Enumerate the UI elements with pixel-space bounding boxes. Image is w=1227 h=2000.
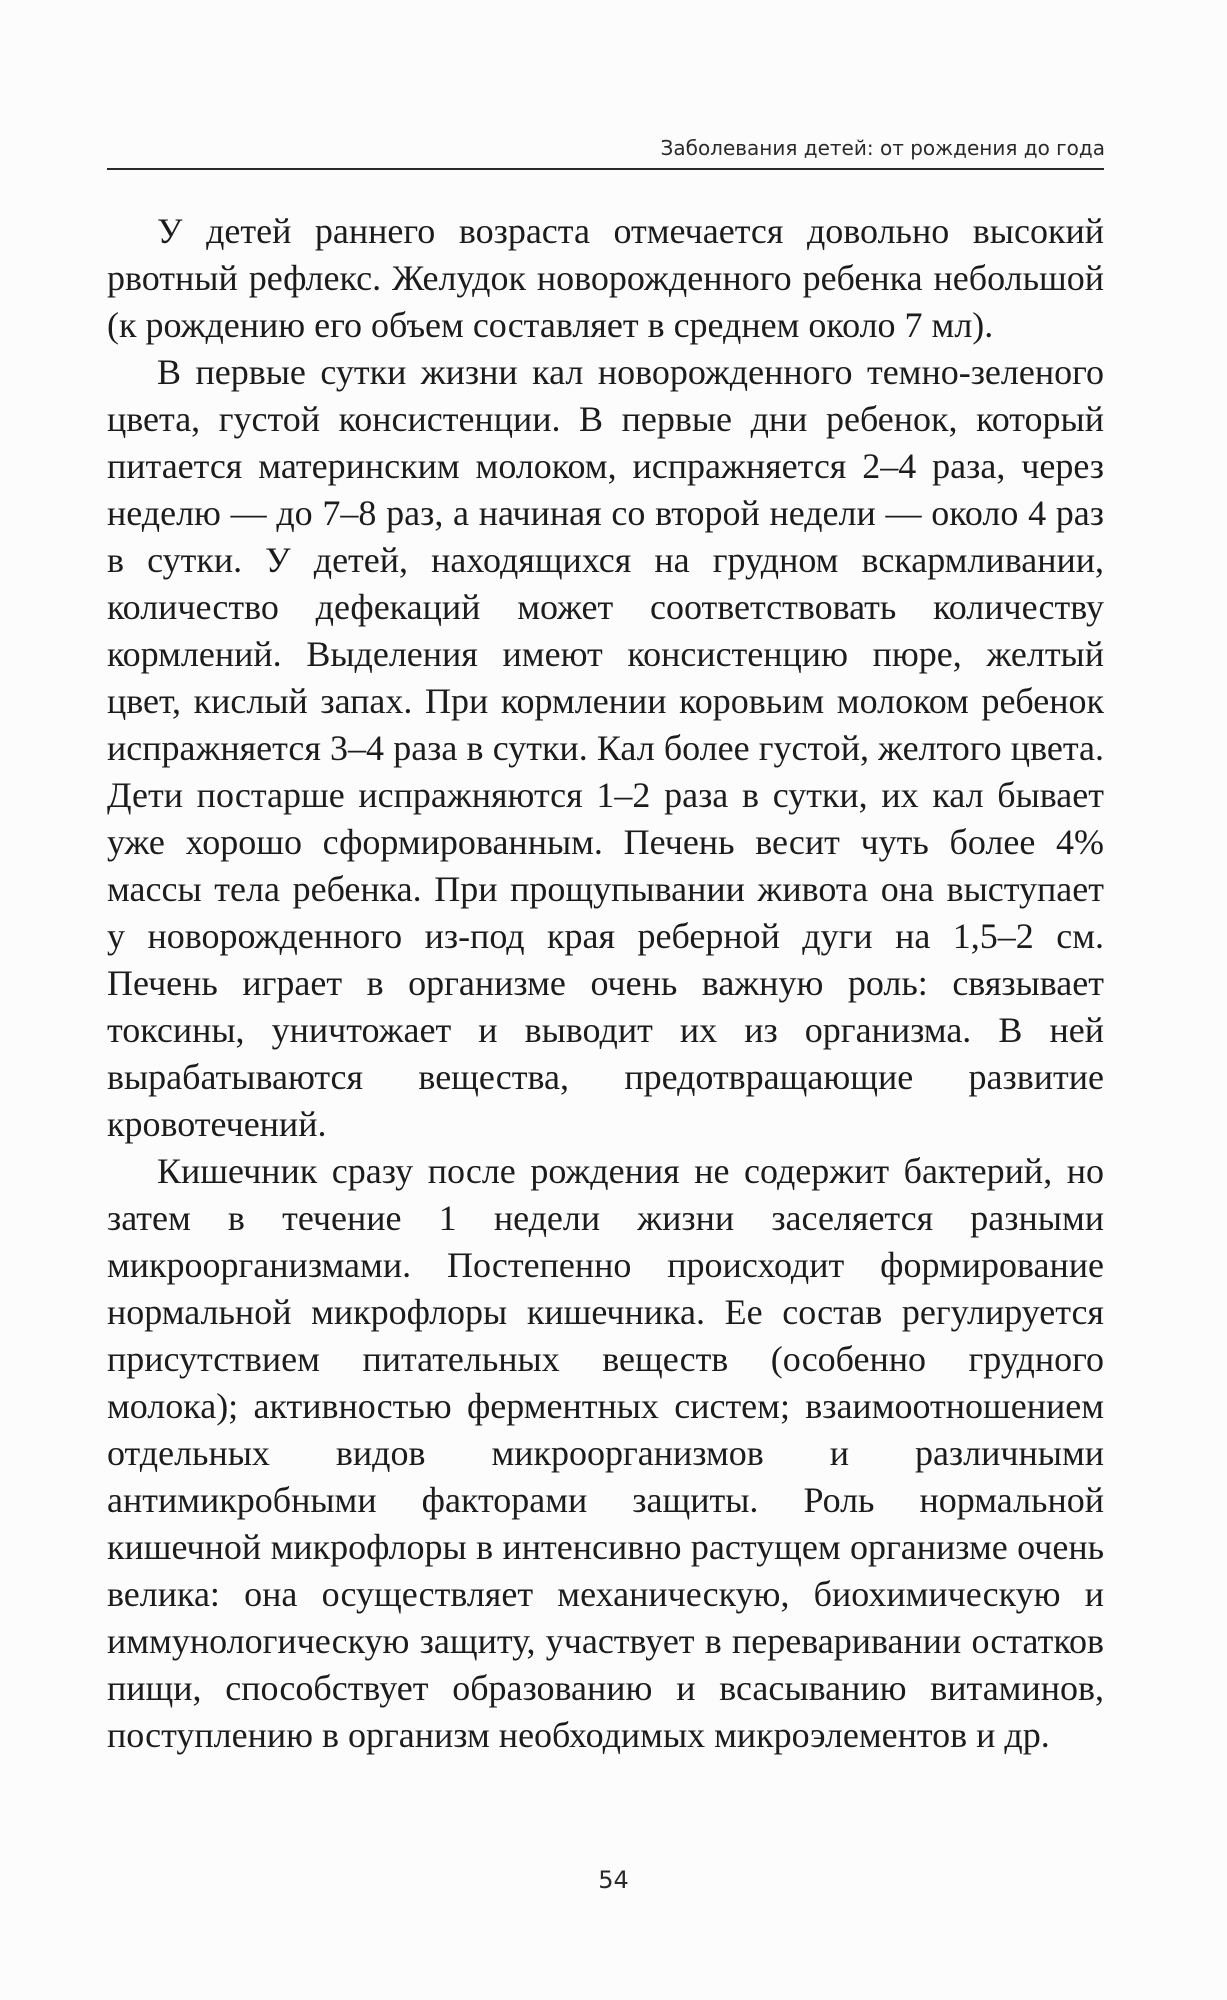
running-header: Заболевания детей: от рождения до года	[660, 136, 1105, 160]
paragraph: Кишечник сразу после рождения не содержит бактерий, но затем в течение 1 недели жизни заселяется разными микроорганизмами. Постепенно происходит формирование нормальной микрофлоры кишечника. Ее состав регулируется присутствием питательных веществ (особенно грудного молока); активностью ферментных систем; взаимоотношением отдельных видов микроорганизмов и различными антимикробными факторами защиты. Роль нормальной кишечной микрофлоры в интенсивно растущем организме очень велика: она осуществляет механическую, биохимическую и иммунологическую защиту, участвует в переваривании остатков пищи, способствует образованию и всасыванию витаминов, поступлению в организм необходимых микроэлементов и др.	[107, 1151, 1104, 1755]
page-number: 54	[598, 1866, 629, 1894]
header-rule	[107, 168, 1104, 170]
paragraph: В первые сутки жизни кал новорожденного темно-зеленого цвета, густой консистенции. В первые дни ребенок, который питается материнским молоком, испражняется 2–4 раза, через неделю — до 7–8 раз, а начиная со второй недели — около 4 раз в сутки. У детей, находящихся на грудном вскармливании, количество дефекаций может соответствовать количеству кормлений. Выделения имеют консистенцию пюре, желтый цвет, кислый запах. При кормлении коровьим молоком ребенок испражняется 3–4 раза в сутки. Кал более густой, желтого цвета. Дети постарше испражняются 1–2 раза в сутки, их кал бывает уже хорошо сформированным. Печень весит чуть более 4% массы тела ребенка. При прощупывании живота она выступает у новорожденного из-под края реберной дуги на 1,5–2 см. Печень играет в организме очень важную роль: связывает токсины, уничтожает и выводит их из организма. В ней вырабатываются вещества, предотвращающие развитие кровотечений.	[107, 352, 1104, 1144]
body-text	[107, 208, 1104, 1759]
paragraph: У детей раннего возраста отмечается довольно высокий рвотный рефлекс. Желудок новорожденного ребенка небольшой (к рождению его объем составляет в среднем около 7 мл).	[107, 211, 1104, 345]
